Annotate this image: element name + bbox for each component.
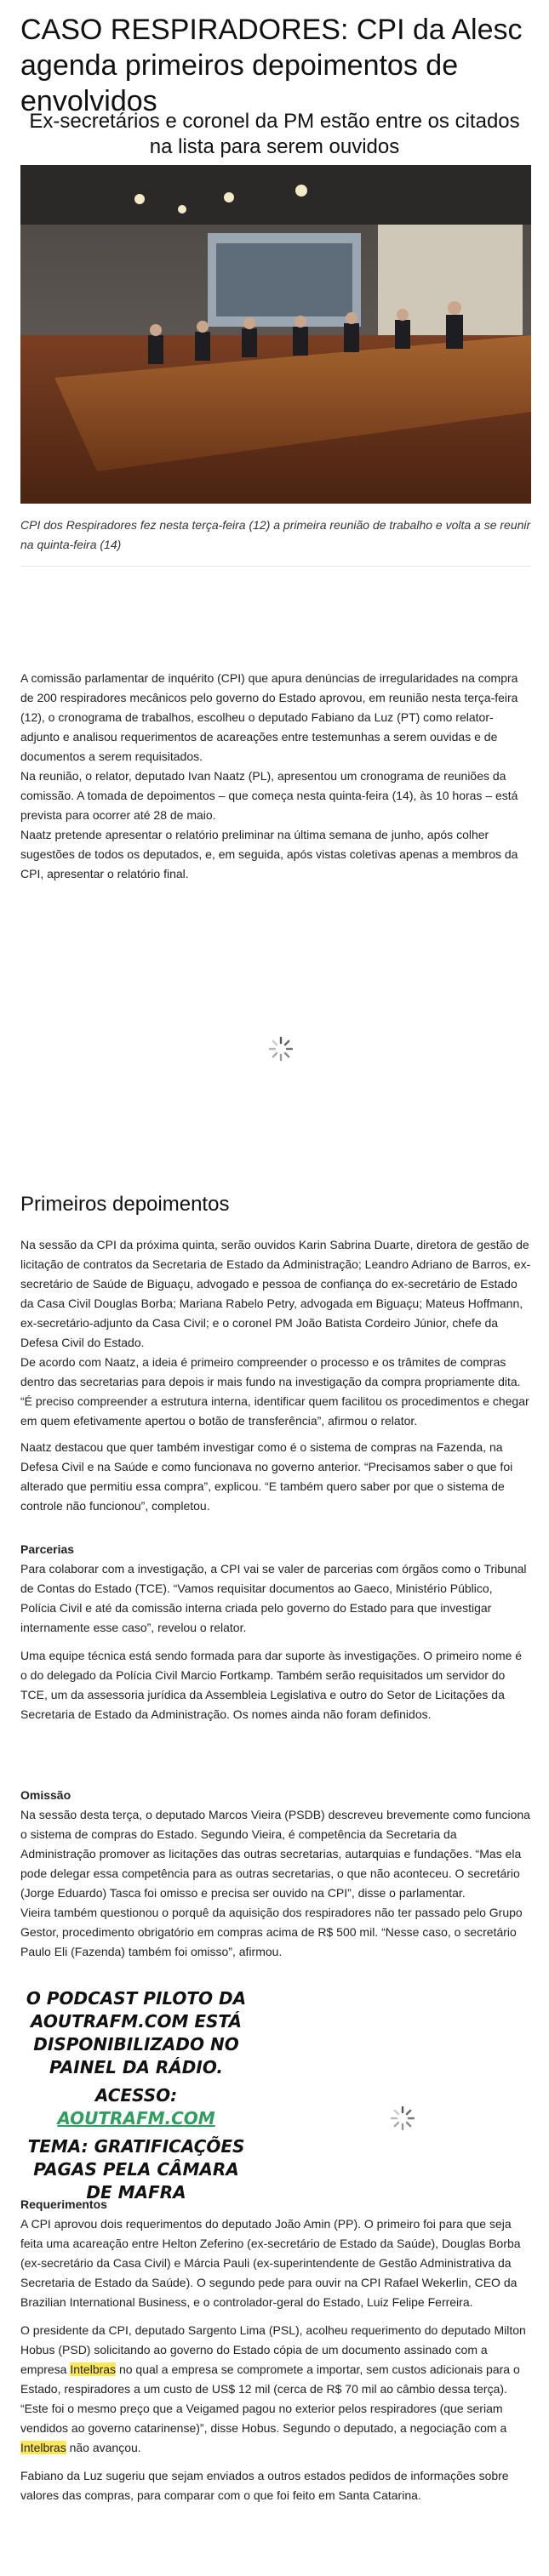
requerimentos-p2-text-b: no qual a empresa se compromete a importar, sem custos adicionais para o Estado, respiradores a um custo de US$ 12 mil (cerca de R$ 70 mil ao câmbio dessa terça). “Este foi o mesmo preço que a Veigamed pagou no exterior pelos respiradores (que seriam vendidos ao governo catarinense)”, disse Hobus. Segundo o deputado, a negociação com a [20, 2362, 520, 2435]
omissao-heading: Omissão [20, 1788, 71, 1802]
article-title: CASO RESPIRADORES: CPI da Alesc agenda primeiros depoimentos de envolvidos [20, 14, 523, 117]
requerimentos-p2-text-c: não avançou. [66, 2441, 141, 2454]
promo-tema-text: TEMA: GRATIFICAÇÕES PAGAS PELA CÂMARA DE MAFRA [27, 2136, 245, 2203]
divider [20, 566, 531, 567]
intro-paragraph-2: Na reunião, o relator, deputado Ivan Naatz (PL), apresentou um cronograma de reuniões da comissão. A tomada de depoimentos – que começa nesta quinta-feira (14), às 10 horas – está prevista para ocorrer até 28 de maio. [20, 769, 518, 822]
loading-spinner-icon [268, 1036, 294, 1066]
parcerias-section [20, 1540, 531, 1724]
podcast-promo [26, 1987, 247, 2204]
section1-paragraph-1: Na sessão da CPI da próxima quinta, serão ouvidos Karin Sabrina Duarte, diretora de gestão de licitação de contratos da Secretaria de Estado da Administração; Leandro Adriano de Barros, ex-secretário de Saúde de Biguaçu, advogado e pessoa de confiança do ex-secretário de Estado da Casa Civil Douglas Borba; Mariana Rabelo Petry, advogada em Biguaçu; Mateus Hoffmann, ex-secretário-adjunto da Casa Civil; e o coronel PM João Batista Cordeiro Júnior, chefe da Defesa Civil do Estado. [20, 1238, 531, 1349]
section1-paragraph-3: Naatz destacou que quer também investigar como é o sistema de compras na Fazenda, na Defesa Civil e na Saúde e como funcionava no governo anterior. “Precisamos saber o que foi alterado que permitiu essa compra”, explicou. “E também quero saber por que o sistema de controle não funcionou”, completou. [20, 1440, 513, 1513]
intro-paragraph-3: Naatz pretende apresentar o relatório preliminar na última semana de junho, após colher sugestões de todos os deputados, e, em seguida, após vistas coletivas apenas a membros da CPI, apresentar o relatório final. [20, 828, 518, 881]
parcerias-paragraph-2: Uma equipe técnica está sendo formada para dar suporte às investigações. O primeiro nome é o do delegado da Polícia Civil Marcio Fortkamp. Também serão requisitados um servidor do TCE, um da assessoria jurídica da Assembleia Legislativa e outro do Setor de Licitações da Secretaria de Estado da Administração. Os nomes ainda não foram definidos. [20, 1649, 523, 1721]
promo-acesso-label: ACESSO: [94, 2085, 178, 2106]
promo-podcast-text: O PODCAST PILOTO DA AOUTRAFM.COM ESTÁ DISPONIBILIZADO NO PAINEL DA RÁDIO. [26, 1988, 247, 2077]
aoutrafm-link[interactable]: AOUTRAFM.COM [57, 2108, 215, 2129]
promo-acesso-line [26, 2084, 247, 2130]
requerimentos-section [20, 2195, 531, 2505]
intro-paragraph-1: A comissão parlamentar de inquérito (CPI) que apura denúncias de irregularidades na compra de 200 respiradores mecânicos pelo governo do Estado aprovou, em reunião nesta terça-feira (12), o cronograma de trabalhos, escolheu o deputado Fabiano da Luz (PT) como relator-adjunto e analisou requerimentos de acareações entre testemunhas a serem ouvidas e de documentos a serem requisitados. [20, 671, 518, 763]
parcerias-paragraph-1: Para colaborar com a investigação, a CPI vai se valer de parcerias com órgãos como o Tribunal de Contas do Estado (TCE). “Vamos requisitar documentos ao Gaeco, Ministério Público, Polícia Civil e até da comissão interna criada pelo governo do Estado para que investigar internamente esse caso”, revelou o relator. [20, 1562, 527, 1634]
article-subtitle: Ex-secretários e coronel da PM estão entre os citados na lista para serem ouvidos [29, 110, 520, 158]
omissao-paragraph-1: Na sessão desta terça, o deputado Marcos Vieira (PSDB) descreveu brevemente como funciona o sistema de compras do Estado. Segundo Vieira, é competência da Secretaria da Administração promover as licitações das outras secretarias, autarquias e fundações. “Mas ela pode delegar essa competência para as outras secretarias, o que não aconteceu. O secretário (Jorge Eduardo) Tasca foi omisso e precisa ser ouvido na CPI”, disse o parlamentar. [20, 1808, 530, 1900]
requerimentos-paragraph-1: A CPI aprovou dois requerimentos do deputado João Amin (PP). O primeiro foi para que seja feita uma acareação entre Helton Zeferino (ex-secretário de Estado da Saúde), Douglas Borba (ex-secretário da Casa Civil) e Márcia Pauli (ex-superintendente de Gestão Administrativa da Secretaria de Estado da Saúde). O segundo pede para ouvir na CPI Rafael Wekerlin, CEO da Brazilian International Business, e o controlador-geral do Estado, Luiz Felipe Ferreira. [20, 2217, 521, 2309]
hearing-room-photo [20, 165, 531, 504]
intelbras-highlight: Intelbras [70, 2362, 117, 2376]
intro-text [20, 669, 531, 884]
requerimentos-p2-text-a: O presidente da CPI, deputado Sargento Lima (PSL), acolheu requerimento do deputado Milton Hobus (PSD) solicitando ao governo do Estado cópia de um documento assinado com a empresa [20, 2323, 526, 2376]
intelbras-highlight-2: Intelbras [20, 2441, 66, 2454]
parcerias-heading: Parcerias [20, 1542, 75, 1556]
requerimentos-heading: Requerimentos [20, 2197, 107, 2211]
article-photo [20, 165, 531, 504]
requerimentos-paragraph-2 [20, 2321, 531, 2458]
omissao-section [20, 1786, 531, 1962]
section-heading-primeiros-depoimentos: Primeiros depoimentos [20, 1193, 230, 1216]
omissao-paragraph-2: Vieira também questionou o porquê da aquisição dos respiradores não ter passado pelo Grupo Gestor, procedimento obrigatório em compras acima de R$ 500 mil. “Nesse caso, o secretário Paulo Eli (Fazenda) também foi omisso”, afirmou. [20, 1906, 523, 1958]
requerimentos-paragraph-3: Fabiano da Luz sugeriu que sejam enviados a outros estados pedidos de informações sobre valores das compras, para comparar com o que foi feito em Santa Catarina. [20, 2469, 509, 2502]
section1-paragraph-2: De acordo com Naatz, a ideia é primeiro compreender o processo e os trâmites de compras dentro das secretarias para depois ir mais fundo na investigação da compra propriamente dita. “É preciso compreender a estrutura interna, identificar quem facilitou os procedimentos e chegar em quem efetivamente apertou o botão de transferência”, afirmou o relator. [20, 1355, 529, 1428]
photo-caption: CPI dos Respiradores fez nesta terça-feira (12) a primeira reunião de trabalho e volta a se reunir na quinta-feira (14) [20, 518, 531, 551]
section1-text [20, 1235, 531, 1516]
loading-spinner-icon-2 [390, 2106, 415, 2135]
